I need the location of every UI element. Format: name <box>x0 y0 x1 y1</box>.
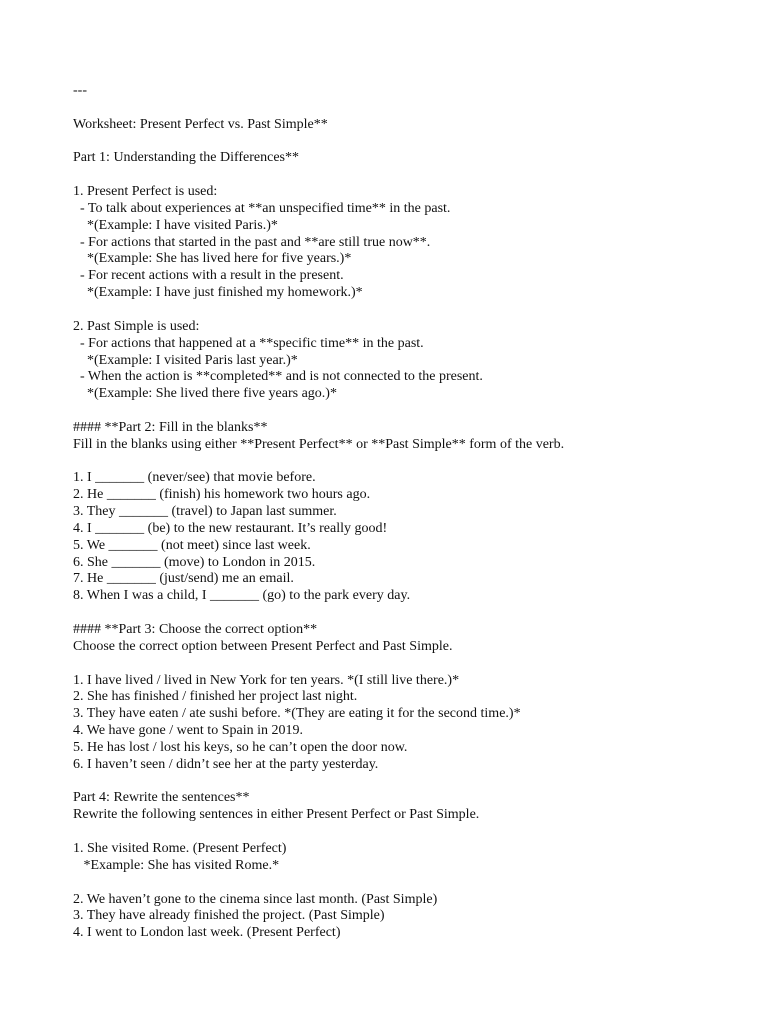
part3-instruction: Choose the correct option between Present Perfect and Past Simple. <box>73 638 453 654</box>
spacer <box>73 167 753 184</box>
present-perfect-rule: - For actions that started in the past and **are still true now**. <box>73 234 431 250</box>
spacer <box>73 824 753 841</box>
rewrite-item: 4. I went to London last week. (Present Perfect) <box>73 925 341 941</box>
separator: --- <box>73 83 87 98</box>
rewrite-item: 3. They have already finished the project. (Past Simple) <box>73 908 385 924</box>
spacer <box>73 134 753 151</box>
fill-blank-item: 3. They _______ (travel) to Japan last summer. <box>73 504 337 520</box>
choose-option-item: 6. I haven’t seen / didn’t see her at the party yesterday. <box>73 756 379 772</box>
fill-blank-item: 5. We _______ (not meet) since last week. <box>73 537 311 553</box>
fill-blank-item: 1. I _______ (never/see) that movie before. <box>73 470 316 486</box>
present-perfect-rule: - To talk about experiences at **an unspecified time** in the past. <box>73 200 451 216</box>
spacer <box>73 100 753 117</box>
worksheet-title: Worksheet: Present Perfect vs. Past Simple** <box>73 116 328 132</box>
worksheet-document <box>73 83 753 942</box>
past-simple-rule: - When the action is **completed** and is not connected to the present. <box>73 369 483 385</box>
present-perfect-example: *(Example: She has lived here for five years.)* <box>73 251 352 267</box>
past-simple-rule: - For actions that happened at a **specific time** in the past. <box>73 335 424 351</box>
present-perfect-rule: - For recent actions with a result in the present. <box>73 268 344 284</box>
part2-instruction: Fill in the blanks using either **Present Perfect** or **Past Simple** form of the verb. <box>73 436 565 452</box>
spacer <box>73 403 753 420</box>
spacer <box>73 454 753 471</box>
spacer <box>73 774 753 791</box>
fill-blank-item: 6. She _______ (move) to London in 2015. <box>73 554 316 570</box>
past-simple-heading: 2. Past Simple is used: <box>73 318 200 334</box>
present-perfect-heading: 1. Present Perfect is used: <box>73 184 218 200</box>
rewrite-example: *Example: She has visited Rome.* <box>73 857 280 873</box>
part3-heading: #### **Part 3: Choose the correct option** <box>73 622 318 637</box>
choose-option-item: 1. I have lived / lived in New York for ten years. *(I still live there.)* <box>73 672 460 688</box>
spacer <box>73 656 753 673</box>
part4-instruction: Rewrite the following sentences in either Present Perfect or Past Simple. <box>73 807 480 823</box>
rewrite-item: 2. We haven’t gone to the cinema since last month. (Past Simple) <box>73 891 438 907</box>
fill-blank-item: 7. He _______ (just/send) me an email. <box>73 571 294 587</box>
spacer <box>73 302 753 319</box>
present-perfect-example: *(Example: I have visited Paris.)* <box>73 217 278 233</box>
choose-option-item: 5. He has lost / lost his keys, so he can’t open the door now. <box>73 739 408 755</box>
choose-option-item: 2. She has finished / finished her project last night. <box>73 689 358 705</box>
part1-heading: Part 1: Understanding the Differences** <box>73 150 300 166</box>
choose-option-item: 3. They have eaten / ate sushi before. *(They are eating it for the second time.)* <box>73 706 521 722</box>
fill-blank-item: 2. He _______ (finish) his homework two hours ago. <box>73 487 371 503</box>
fill-blank-item: 8. When I was a child, I _______ (go) to the park every day. <box>73 588 411 604</box>
choose-option-item: 4. We have gone / went to Spain in 2019. <box>73 723 303 739</box>
rewrite-item: 1. She visited Rome. (Present Perfect) <box>73 840 287 856</box>
past-simple-example: *(Example: I visited Paris last year.)* <box>73 352 298 368</box>
past-simple-example: *(Example: She lived there five years ago.)* <box>73 386 337 402</box>
fill-blank-item: 4. I _______ (be) to the new restaurant. It’s really good! <box>73 520 388 536</box>
spacer <box>73 605 753 622</box>
part4-heading: Part 4: Rewrite the sentences** <box>73 790 250 806</box>
part2-heading: #### **Part 2: Fill in the blanks** <box>73 419 268 435</box>
spacer <box>73 875 753 892</box>
present-perfect-example: *(Example: I have just finished my homework.)* <box>73 285 363 301</box>
